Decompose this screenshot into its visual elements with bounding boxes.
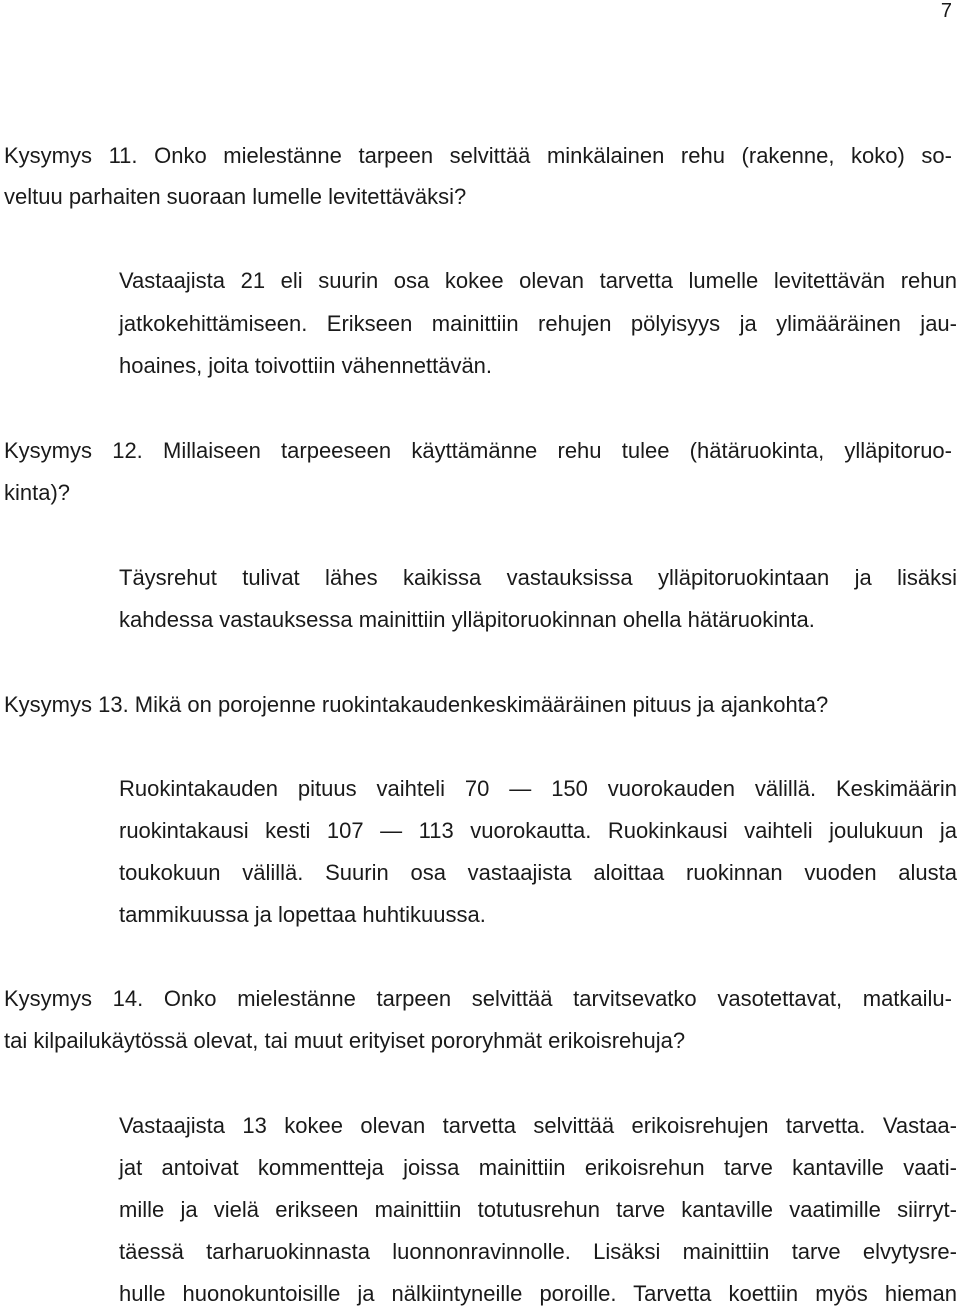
question-12-line-2: kinta)? — [4, 480, 71, 505]
question-11-line-1: Kysymys 11. Onko mielestänne tarpeen selvittää minkälainen rehu (rakenne, koko) so- — [4, 143, 952, 168]
answer-14-line-2: jat antoivat kommentteja joissa mainittiin erikoisrehun tarve kantaville vaati- — [119, 1155, 957, 1180]
answer-11-line-1: Vastaajista 21 eli suurin osa kokee olevan tarvetta lumelle levitettävän rehun — [119, 268, 957, 293]
question-14-line-2: tai kilpailukäytössä olevat, tai muut erityiset pororyhmät erikoisrehuja? — [4, 1028, 686, 1053]
answer-11-line-2: jatkokehittämiseen. Erikseen mainittiin rehujen pölyisyys ja ylimääräinen jau- — [119, 311, 957, 336]
question-11-line-2: veltuu parhaiten suoraan lumelle levitettäväksi? — [4, 184, 467, 209]
answer-13-line-4: tammikuussa ja lopettaa huhtikuussa. — [119, 902, 486, 927]
answer-12-line-1: Täysrehut tulivat lähes kaikissa vastauksissa ylläpitoruokintaan ja lisäksi — [119, 565, 957, 590]
answer-11-line-3: hoaines, joita toivottiin vähennettävän. — [119, 353, 493, 378]
answer-13-line-2: ruokintakausi kesti 107 — 113 vuorokautta. Ruokinkausi vaihteli joulukuun ja — [119, 818, 957, 843]
answer-14-line-1: Vastaajista 13 kokee olevan tarvetta selvittää erikoisrehujen tarvetta. Vastaa- — [119, 1113, 957, 1138]
answer-14-line-4: täessä tarharuokinnasta luonnonravinnolle. Lisäksi mainittiin tarve elvytysre- — [119, 1239, 957, 1264]
question-12-line-1: Kysymys 12. Millaiseen tarpeeseen käyttämänne rehu tulee (hätäruokinta, ylläpitoruo- — [4, 438, 952, 463]
answer-14-line-5: hulle huonokuntoisille ja nälkiintyneille poroille. Tarvetta koettiin myös hieman — [119, 1281, 957, 1306]
answer-12-line-2: kahdessa vastauksessa mainittiin ylläpitoruokinnan ohella hätäruokinta. — [119, 607, 815, 632]
question-14-line-1: Kysymys 14. Onko mielestänne tarpeen selvittää tarvitsevatko vasotettavat, matkailu- — [4, 986, 952, 1011]
question-13-line-1: Kysymys 13. Mikä on porojenne ruokintakaudenkeskimääräinen pituus ja ajankohta? — [4, 692, 829, 717]
answer-13-line-3: toukokuun välillä. Suurin osa vastaajista aloittaa ruokinnan vuoden alusta — [119, 860, 957, 885]
answer-14-line-3: mille ja vielä erikseen mainittiin totutusrehun tarve kantaville vaatimille siirryt- — [119, 1197, 957, 1222]
answer-13-line-1: Ruokintakauden pituus vaihteli 70 — 150 vuorokauden välillä. Keskimäärin — [119, 776, 957, 801]
page-number: 7 — [940, 0, 952, 22]
